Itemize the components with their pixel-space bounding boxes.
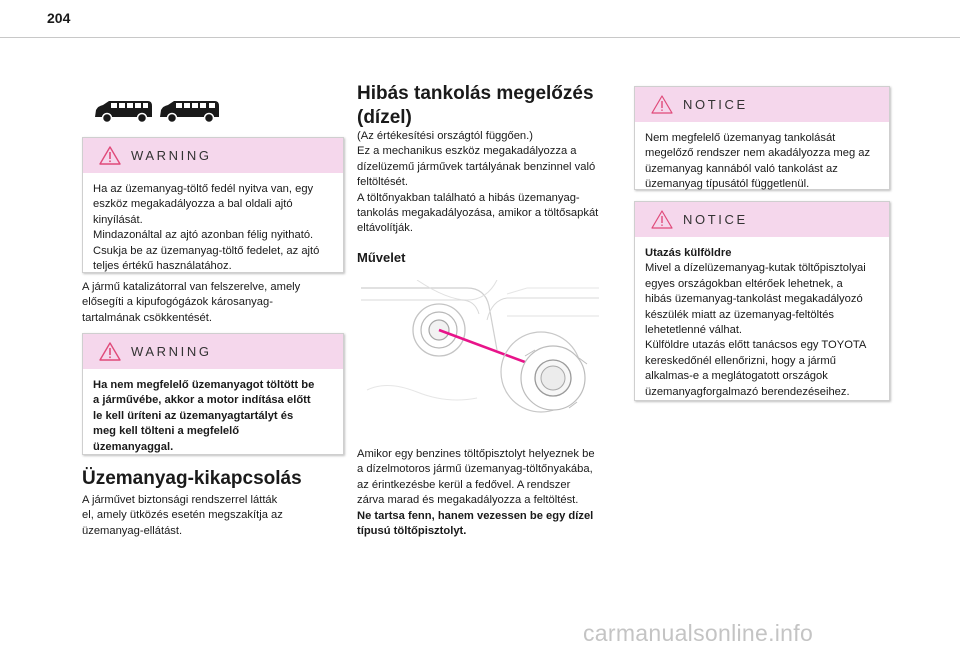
paragraph-line: tankolás megakadályozása, amikor a töltősapkát <box>357 207 599 220</box>
paragraph-line: a dízelmotoros jármű üzemanyag-töltőnyakába, <box>357 463 593 476</box>
heading-line: (dízel) <box>357 107 412 128</box>
warning-triangle-icon <box>651 95 673 114</box>
paragraph-line: dízelüzemű járművek tartályának benzinnel való <box>357 160 596 173</box>
notice-line: lehetetlenné válhat. <box>645 324 743 337</box>
warning-line: teljes értékű használatához. <box>93 260 232 273</box>
notice-line: Mivel a dízelüzemanyag-kutak töltőpisztolyai <box>645 262 866 275</box>
paragraph-line: feltöltését. <box>357 176 408 189</box>
notice-box-abroad <box>634 201 890 401</box>
paragraph-line: tartalmának csökkentését. <box>82 311 212 324</box>
notice-line: üzemanyag típusától függetlenül. <box>645 178 810 191</box>
notice-title: NOTICE <box>683 212 748 227</box>
paragraph-line: Amikor egy benzines töltőpisztolyt helyeznek be <box>357 448 595 460</box>
warning-header <box>83 334 343 369</box>
misfuel-intro-paragraph <box>357 129 627 237</box>
notice-line: alkalmas-e a meglátogatott országok <box>645 370 828 383</box>
paragraph-line: zárva marad és megakadályozza a feltöltést. <box>357 494 579 507</box>
notice-title: NOTICE <box>683 97 748 112</box>
heading-line: Hibás tankolás megelőzés <box>357 83 594 104</box>
paragraph-line: (Az értékesítési országtól függően.) <box>357 130 533 142</box>
page-number: 204 <box>47 10 71 26</box>
warning-triangle-icon <box>651 210 673 229</box>
paragraph-line: eltávolítják. <box>357 222 413 235</box>
operation-paragraph <box>357 447 627 539</box>
warning-body <box>83 369 343 465</box>
section-heading-fuel-cutoff: Üzemanyag-kikapcsolás <box>82 468 302 489</box>
catalyst-paragraph <box>82 280 344 326</box>
notice-line: üzemanyag kannából való tankolást az <box>645 162 838 175</box>
warning-box-fuel-door <box>82 137 344 273</box>
watermark[interactable]: carmanualsonline.info <box>583 620 814 646</box>
warning-title: WARNING <box>131 344 212 359</box>
warning-header <box>83 138 343 173</box>
paragraph-line: el, amely ütközés esetén megszakítja az <box>82 509 283 522</box>
paragraph-line: A járművet biztonsági rendszerrel látták <box>82 494 278 506</box>
warning-line: Ha az üzemanyag-töltő fedél nyitva van, egy <box>93 183 314 195</box>
paragraph-line: A töltőnyakban található a hibás üzemanyag- <box>357 191 580 204</box>
notice-header <box>635 202 889 237</box>
notice-box-fuel-can <box>634 86 890 190</box>
notice-line: üzemanyagforgalmazó berendezéseihez. <box>645 385 850 398</box>
section-heading-misfuel <box>357 82 627 130</box>
warning-body <box>83 173 343 284</box>
paragraph-line: Ez a mechanikus eszköz megakadályozza a <box>357 145 577 158</box>
notice-body <box>635 122 889 203</box>
warning-line: a járművébe, akkor a motor indítása előtt <box>93 394 311 407</box>
subheading-operation: Művelet <box>357 250 406 265</box>
paragraph-line: üzemanyag-ellátást. <box>82 524 183 537</box>
notice-body <box>635 237 889 410</box>
notice-line: hibás üzemanyag-tankolást megakadályozó <box>645 293 863 306</box>
warning-line: eszköz megakadályozza a bal oldali ajtó <box>93 198 293 211</box>
warning-line: Ha nem megfelelő üzemanyagot töltött be <box>93 379 315 391</box>
warning-triangle-icon <box>99 342 121 361</box>
paragraph-line: elősegíti a kipufogógázok károsanyag- <box>82 296 273 309</box>
notice-header <box>635 87 889 122</box>
notice-line: Nem megfelelő üzemanyag tankolását <box>645 132 836 144</box>
van-short-icon <box>93 98 155 124</box>
warning-line: kinyílását. <box>93 213 143 226</box>
warning-box-wrong-fuel <box>82 333 344 455</box>
notice-line: Külföldre utazás előtt tanácsos egy TOYOTA <box>645 339 867 352</box>
warning-triangle-icon <box>99 146 121 165</box>
warning-line: Csukja be az üzemanyag-töltő fedelet, az ajtó <box>93 244 320 257</box>
notice-line: megelőző rendszer nem akadályozza meg az <box>645 147 871 160</box>
top-divider <box>0 37 960 38</box>
warning-line: meg kell tölteni a megfelelő <box>93 425 240 438</box>
warning-line: üzemanyaggal. <box>93 440 174 453</box>
paragraph-line-bold: Ne tartsa fenn, hanem vezessen be egy dízel <box>357 509 594 522</box>
fuel-filler-neck-illustration <box>357 280 607 432</box>
van-long-icon <box>158 98 222 124</box>
notice-line: egyes országokban eltérőek lehetnek, a <box>645 277 843 290</box>
paragraph-line: A jármű katalizátorral van felszerelve, amely <box>82 281 301 293</box>
notice-line: kereskedőnél ellenőrizni, hogy a jármű <box>645 354 836 367</box>
warning-title: WARNING <box>131 148 212 163</box>
warning-line: le kell üríteni az üzemanyagtartályt és <box>93 409 294 422</box>
paragraph-line-bold: típusú töltőpisztolyt. <box>357 525 467 538</box>
warning-line: Mindazonáltal az ajtó azonban félig nyitható. <box>93 229 314 242</box>
notice-line: készülék miatt az üzemanyag-feltöltés <box>645 308 835 321</box>
paragraph-line: az érintkezésbe kerül a fedővel. A rendszer <box>357 478 571 491</box>
fuel-cutoff-paragraph <box>82 493 344 539</box>
notice-subtitle: Utazás külföldre <box>645 247 732 259</box>
